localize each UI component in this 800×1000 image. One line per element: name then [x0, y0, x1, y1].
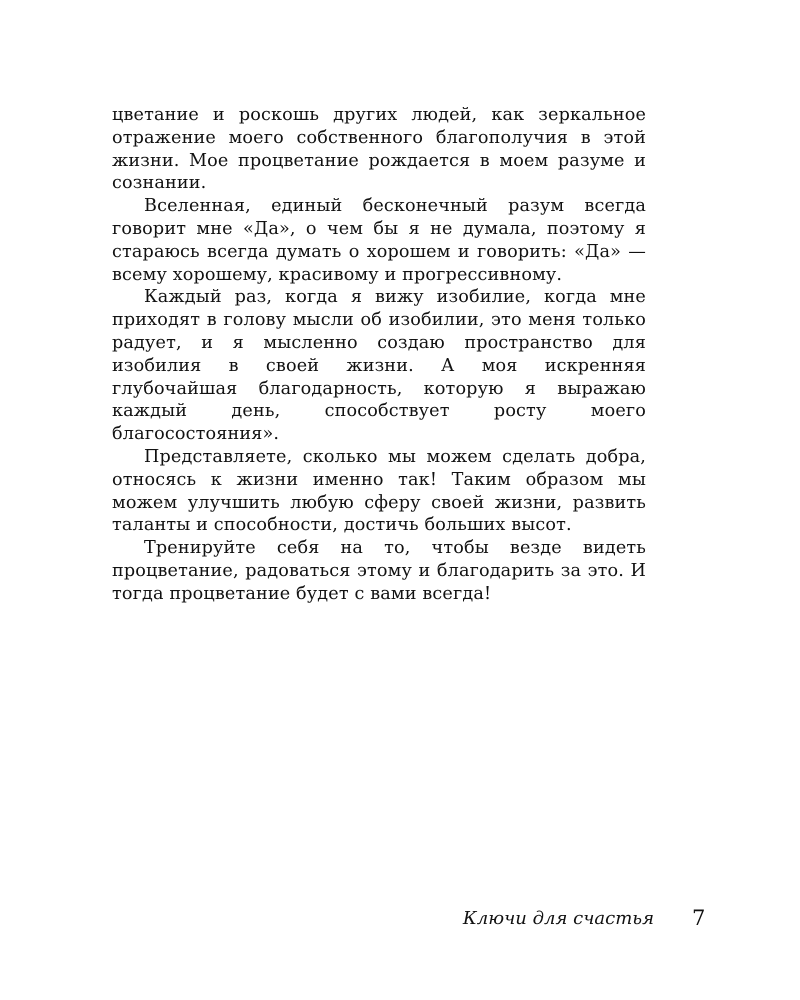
page-body-text — [112, 104, 646, 606]
paragraph-1: цветание и роскошь других людей, как зеркальное отражение моего собственного благополучия в этой жизни. Мое процветание рождается в моем разуме и сознании. — [112, 105, 646, 194]
paragraph-5: Тренируйте себя на то, чтобы везде видеть процветание, радоваться этому и благодарить за это. И тогда процветание будет с вами всегда! — [112, 538, 646, 604]
running-footer-title: Ключи для счастья — [462, 908, 654, 929]
paragraph-2: Вселенная, единый бесконечный разум всегда говорит мне «Да», о чем бы я не думала, поэтому я стараюсь всегда думать о хорошем и говорить: «Да» — всему хорошему, красивому и прогрессивному. — [112, 196, 646, 285]
page-number: 7 — [692, 906, 706, 930]
paragraph-4: Представляете, сколько мы можем сделать добра, относясь к жизни именно так! Таким образом мы можем улучшить любую сферу своей жизни, развить таланты и способности, достичь больших высот. — [112, 446, 646, 536]
paragraph-3: Каждый раз, когда я вижу изобилие, когда мне приходят в голову мысли об изобилии, это меня только радует, и я мысленно создаю пространство для изобилия в своей жизни. А моя искренняя глубочайшая благодарность, которую я выражаю каждый день, способствует росту моего благосостояния». — [112, 287, 646, 445]
